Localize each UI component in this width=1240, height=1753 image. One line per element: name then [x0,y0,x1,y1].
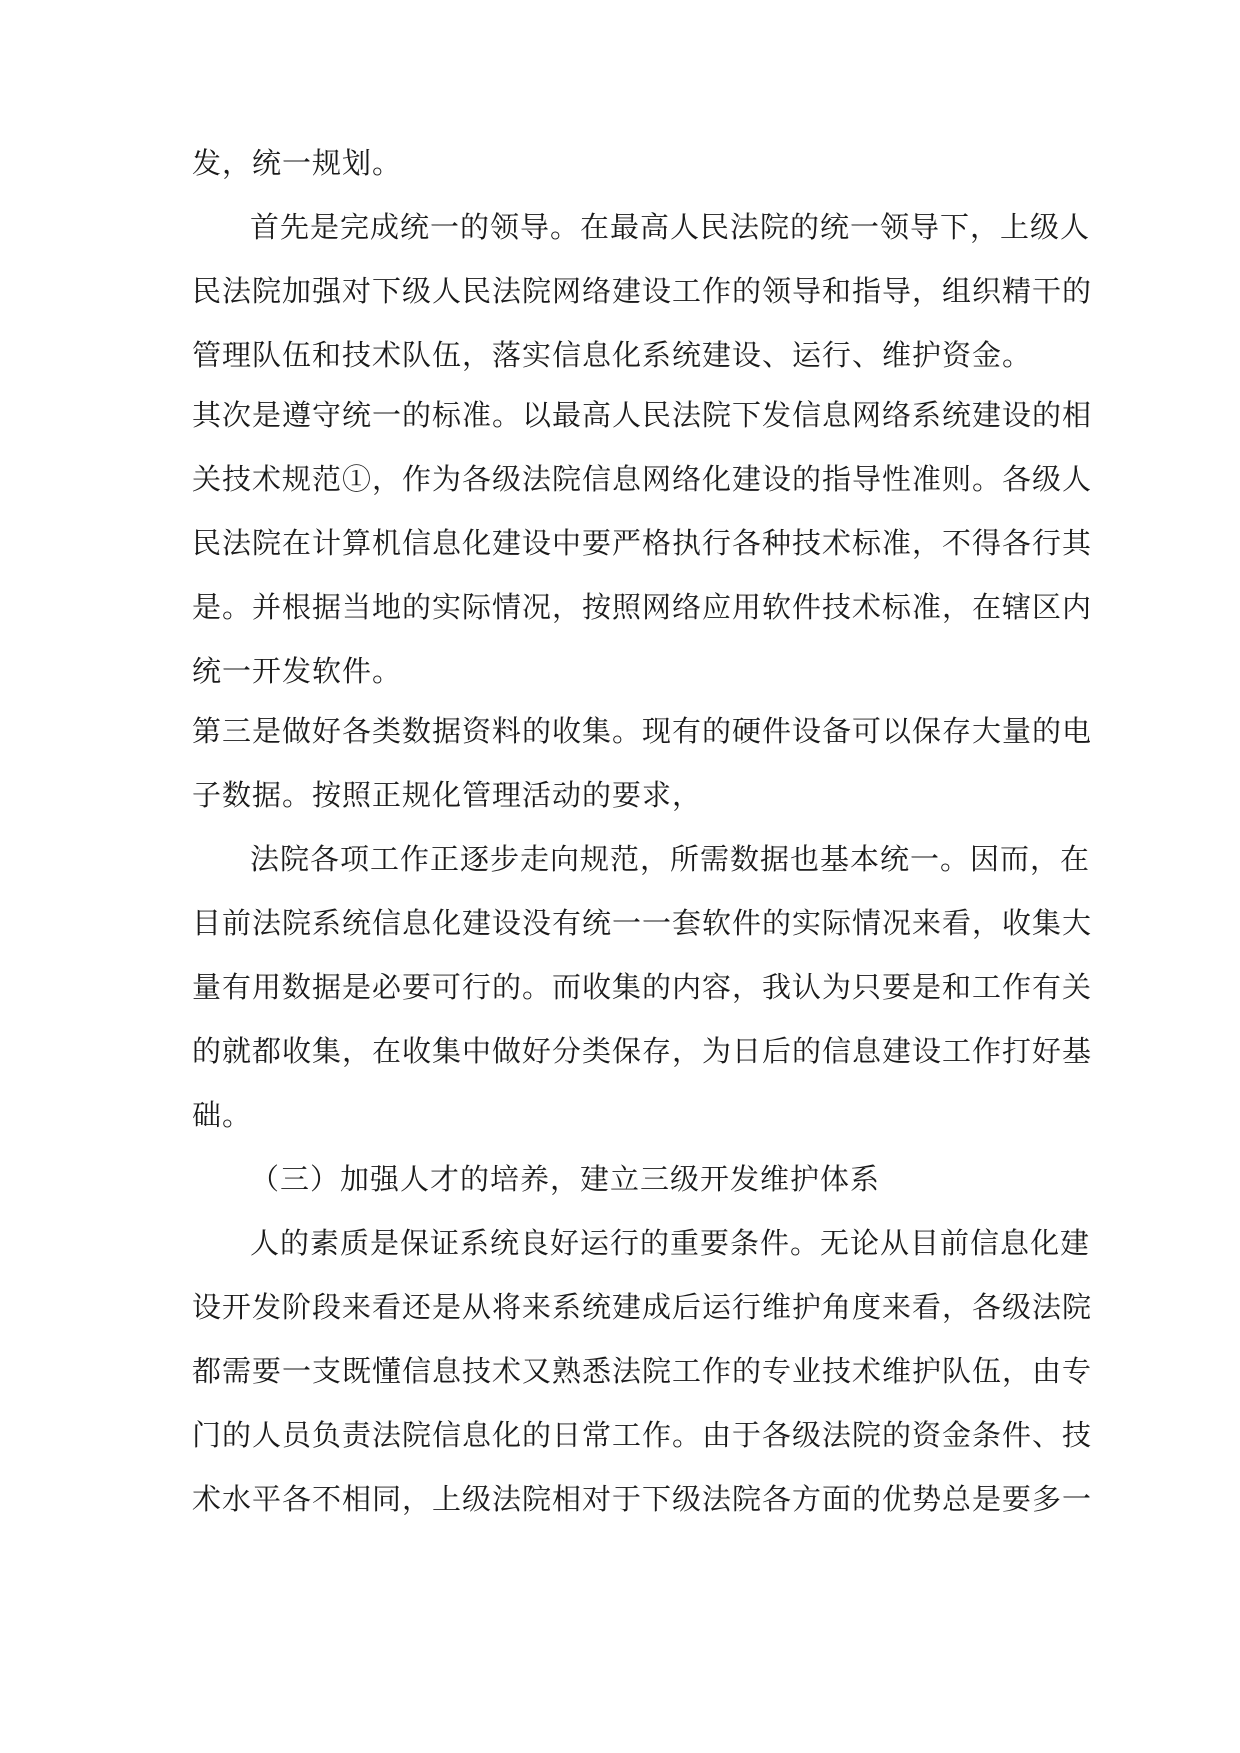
text-line: 子数据。按照正规化管理活动的要求， [192,778,703,812]
text-line: 量有用数据是必要可行的。而收集的内容，我认为只要是和工作有关 [192,970,1093,1004]
text-line: 关技术规范①，作为各级法院信息网络化建设的指导性准则。各级人 [192,462,1093,496]
text-line: 目前法院系统信息化建设没有统一一套软件的实际情况来看，收集大 [192,906,1093,940]
text-line: 础。 [192,1098,253,1132]
text-line: 统一开发软件。 [192,654,403,688]
text-line: 门的人员负责法院信息化的日常工作。由于各级法院的资金条件、技 [192,1418,1093,1452]
text-line: 是。并根据当地的实际情况，按照网络应用软件技术标准，在辖区内 [192,590,1093,624]
text-line: 术水平各不相同，上级法院相对于下级法院各方面的优势总是要多一 [192,1482,1093,1516]
text-line: 法院各项工作正逐步走向规范，所需数据也基本统一。因而，在 [250,842,1091,876]
text-line: 民法院加强对下级人民法院网络建设工作的领导和指导，组织精干的 [192,274,1093,308]
text-line: 管理队伍和技术队伍，落实信息化系统建设、运行、维护资金。 [192,338,1033,372]
text-line: 人的素质是保证系统良好运行的重要条件。无论从目前信息化建 [250,1226,1091,1260]
text-line: 发，统一规划。 [192,146,403,180]
text-line: 都需要一支既懂信息技术又熟悉法院工作的专业技术维护队伍，由专 [192,1354,1093,1388]
text-line: 设开发阶段来看还是从将来系统建成后运行维护角度来看，各级法院 [192,1290,1093,1324]
text-line: 的就都收集，在收集中做好分类保存，为日后的信息建设工作打好基 [192,1034,1093,1068]
text-line: 首先是完成统一的领导。在最高人民法院的统一领导下，上级人 [250,210,1091,244]
section-heading: （三）加强人才的培养，建立三级开发维护体系 [250,1162,881,1196]
text-line: 第三是做好各类数据资料的收集。现有的硬件设备可以保存大量的电 [192,714,1093,748]
text-line: 民法院在计算机信息化建设中要严格执行各种技术标准，不得各行其 [192,526,1093,560]
text-line: 其次是遵守统一的标准。以最高人民法院下发信息网络系统建设的相 [192,398,1093,432]
